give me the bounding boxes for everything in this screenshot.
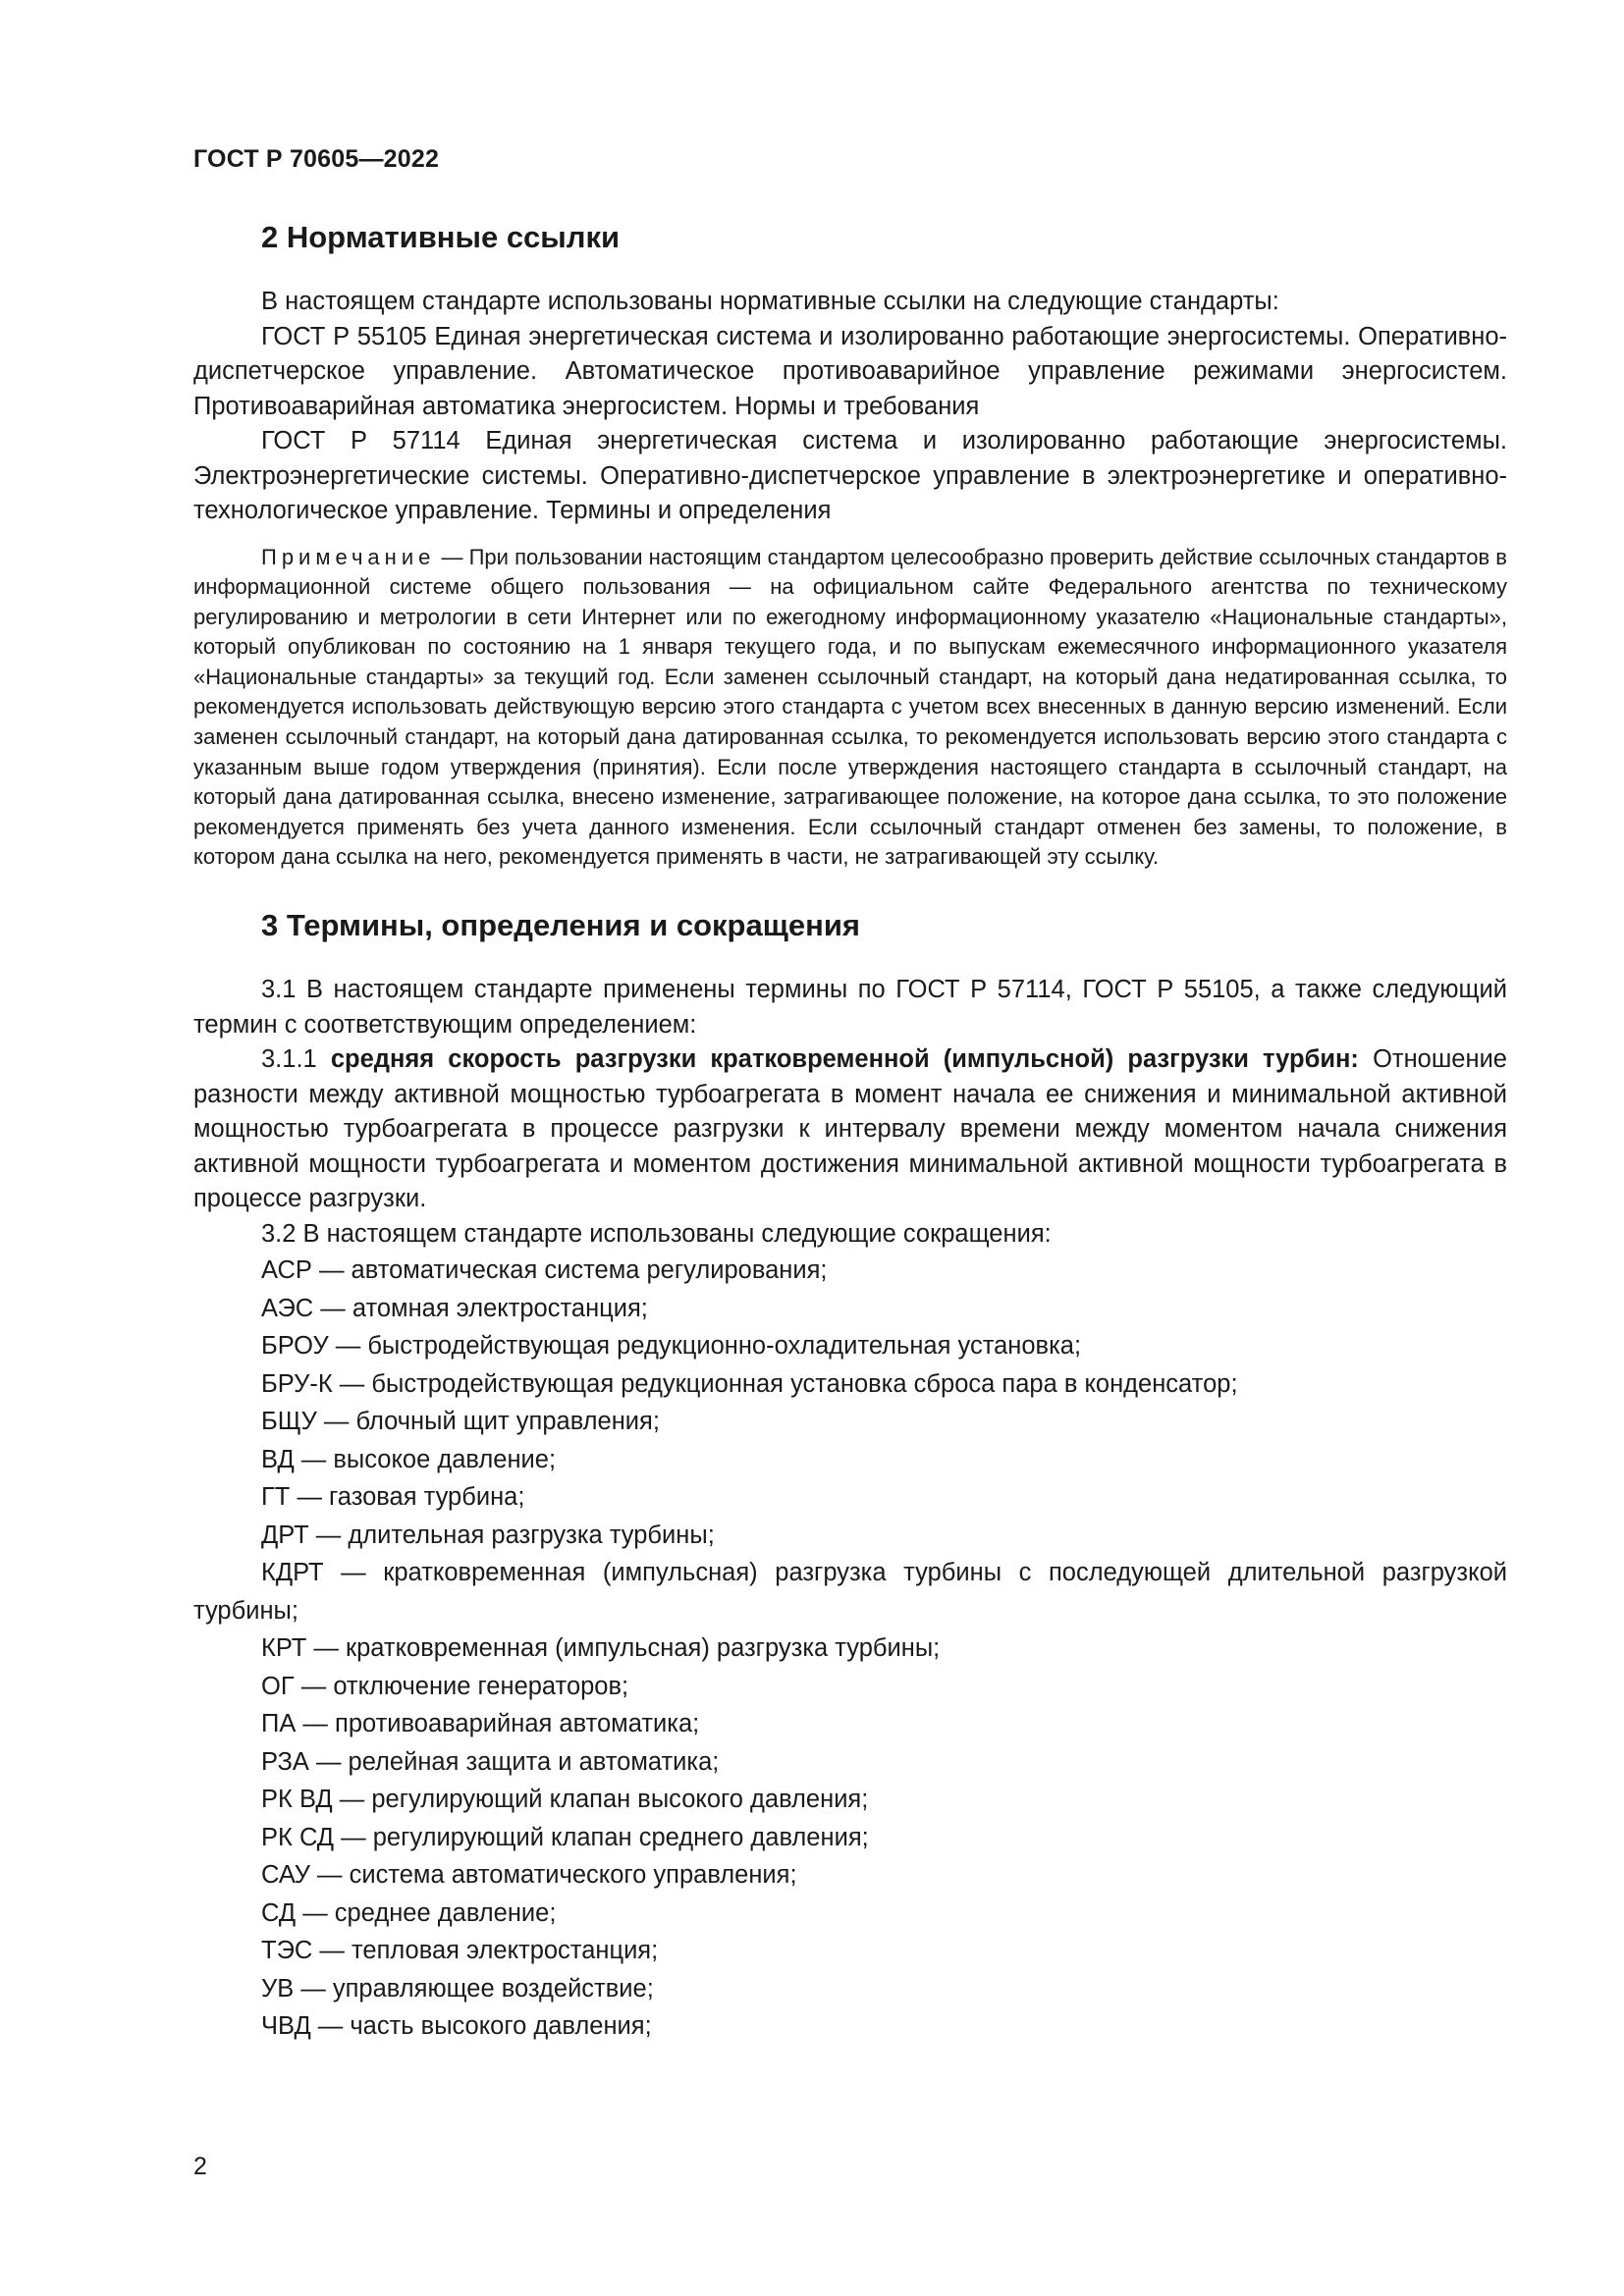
abbreviation-item: РК СД — регулирующий клапан среднего давления; (261, 1823, 869, 1851)
abbreviation-item: БРУ-К — быстродействующая редукционная установка сброса пара в конденсатор; (261, 1369, 1238, 1398)
clause-3-1-1-number: 3.1.1 (261, 1045, 331, 1074)
abbreviation-item: БРОУ — быстродействующая редукционно-охладительная установка; (261, 1332, 1082, 1361)
section-2-intro: В настоящем стандарте использованы нормативные ссылки на следующие стандарты: (261, 288, 1279, 315)
abbreviation-item: САУ — система автоматического управления; (261, 1861, 797, 1890)
normative-reference: ГОСТ Р 55105 Единая энергетическая система и изолированно работающие энергосистемы. Оперативно-диспетчерское управление. Автоматическое противоаварийное управление режимами энергосистем. Противоаварийная автоматика энергосистем. Нормы и требования (193, 322, 1507, 420)
abbreviation-item: ЧВД — часть высокого давления; (261, 2012, 652, 2041)
normative-reference: ГОСТ Р 57114 Единая энергетическая система и изолированно работающие энергосистемы. Электроэнергетические системы. Оперативно-диспетчерское управление в электроэнергетике и оперативно-технологическое управление. Термины и определения (193, 427, 1507, 524)
term-definition: Отношение разности между активной мощностью турбоагрегата в момент начала ее снижения и минимальной активной мощностью турбоагрегата в процессе разгрузки к интервалу времени между моментом начала снижения активной мощности турбоагрегата и моментом достижения минимальной активной мощности турбоагрегата в процессе разгрузки. (193, 1045, 1507, 1213)
section-3-title: 3 Термины, определения и сокращения (261, 908, 860, 943)
clause-3-1-1 (193, 1042, 1507, 1217)
abbreviation-list (193, 1252, 1507, 2046)
note-paragraph (193, 543, 1507, 874)
note-text: — При пользовании настоящим стандартом целесообразно проверить действие ссылочных стандартов в информационной системе общего пользования — на официальном сайте Федерального агентства по техническому регулированию и метрологии в сети Интернет или по ежегодному информационному указателю «Национальные стандарты», который опубликован по состоянию на 1 января текущего года, и по выпускам ежемесячного информационного указателя «Национальные стандарты» за текущий год. Если заменен ссылочный стандарт, на который дана недатированная ссылка, то рекомендуется использовать действующую версию этого стандарта с учетом всех внесенных в данную версию изменений. Если заменен ссылочный стандарт, на который дана датированная ссылка, то рекомендуется использовать версию этого стандарта с указанным выше годом утверждения (принятия). Если после утверждения настоящего стандарта в ссылочный стандарт, на который дана датированная ссылка, внесено изменение, затрагивающее положение, на которое дана ссылка, то это положение рекомендуется применять без учета данного изменения. Если ссылочный стандарт отменен без замены, то положение, в котором дана ссылка на него, рекомендуется применять в части, не затрагивающей эту ссылку. (193, 544, 1507, 870)
abbreviation-item: ПА — противоаварийная автоматика; (261, 1710, 700, 1738)
abbreviation-item: ДРТ — длительная разгрузка турбины; (261, 1521, 715, 1549)
abbreviation-item: ГТ — газовая турбина; (261, 1483, 525, 1512)
abbreviation-item: БЩУ — блочный щит управления; (261, 1408, 660, 1436)
abbreviation-item: СД — среднее давление; (261, 1898, 557, 1927)
abbreviation-item: ОГ — отключение генераторов; (261, 1672, 629, 1700)
abbreviation-item: АЭС — атомная электростанция; (261, 1294, 648, 1322)
note-label: Примечание (261, 544, 436, 569)
clause-3-2: 3.2 В настоящем стандарте использованы следующие сокращения: (261, 1219, 1052, 1248)
abbreviation-item: АСР — автоматическая система регулирования; (261, 1256, 828, 1285)
abbreviation-item: КРТ — кратковременная (импульсная) разгрузка турбины; (261, 1634, 941, 1663)
abbreviation-item: КДРТ — кратковременная (импульсная) разгрузка турбины с последующей длительной разгрузкой турбины; (193, 1559, 1507, 1625)
section-2-title: 2 Нормативные ссылки (261, 220, 621, 254)
abbreviation-item: РЗА — релейная защита и автоматика; (261, 1747, 720, 1776)
page-number: 2 (193, 2153, 207, 2180)
clause-3-1: 3.1 В настоящем стандарте применены термины по ГОСТ Р 57114, ГОСТ Р 55105, а также следующий термин с соответствующим определением: (193, 976, 1507, 1039)
document-header: ГОСТ Р 70605—2022 (193, 145, 440, 173)
abbreviation-item: УВ — управляющее воздействие; (261, 1974, 654, 2002)
term-name: средняя скорость разгрузки кратковременной (импульсной) разгрузки турбин: (330, 1045, 1359, 1074)
page-content (193, 218, 1507, 2046)
abbreviation-item: ВД — высокое давление; (261, 1445, 557, 1473)
abbreviation-item: ТЭС — тепловая электростанция; (261, 1937, 659, 1965)
abbreviation-item: РК ВД — регулирующий клапан высокого давления; (261, 1786, 869, 1814)
